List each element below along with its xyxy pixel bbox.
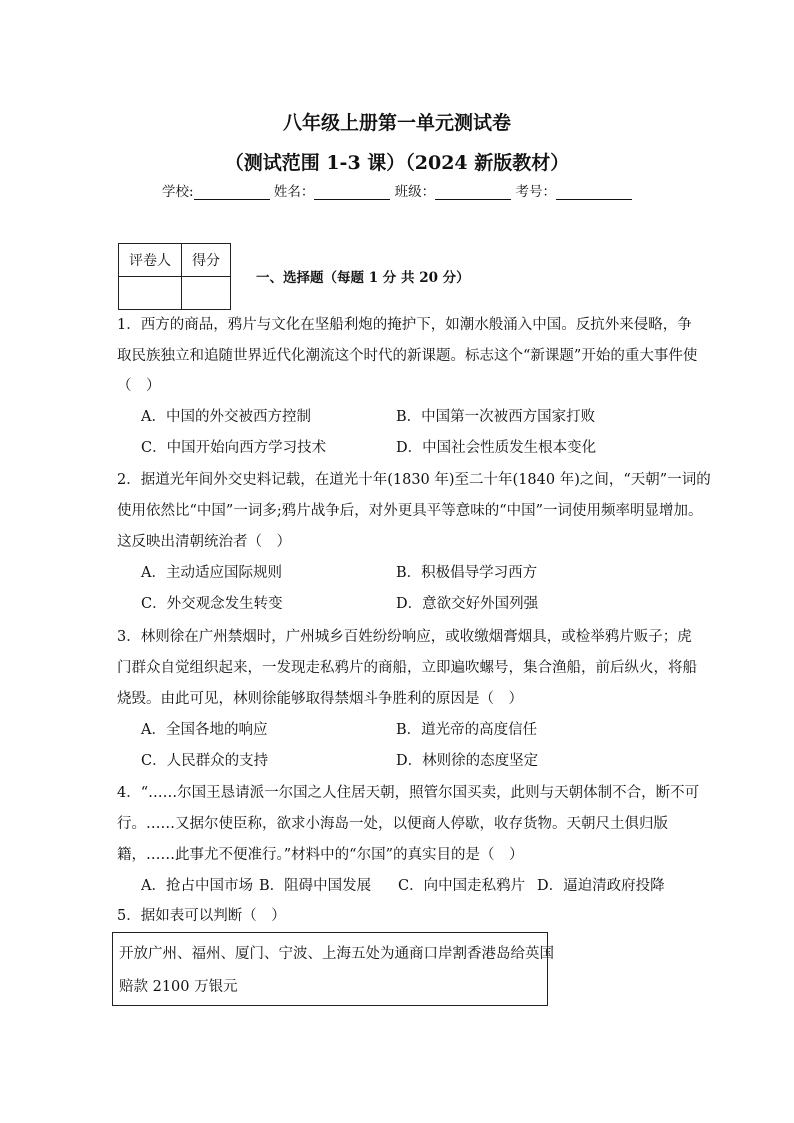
school-blank[interactable] [194, 185, 270, 200]
score-header: 得分 [182, 244, 231, 277]
page-title: 八年级上册第一单元测试卷 [282, 112, 511, 134]
question-2-line-3: 这反映出清朝统治者（ ） [117, 534, 291, 550]
question-4-line-1: 4．“……尔国王恳请派一尔国之人住居天朝，照管尔国买卖，此则与天朝体制不合，断不可 [117, 785, 700, 801]
exam-number-blank[interactable] [556, 185, 632, 200]
question-5-table [112, 932, 554, 1006]
question-3-line-1: 3．林则徐在广州禁烟时，广州城乡百姓纷纷响应，或收缴烟膏烟具，或检举鸦片贩子；虎 [117, 629, 692, 645]
exam-number-label: 考号： [515, 184, 556, 200]
question-3-line-2: 门群众自觉组织起来，一发现走私鸦片的商船，立即遍吹螺号，集合渔船，前后纵火，将船 [117, 660, 697, 676]
question-5-table-line-2: 赔款 2100 万银元 [119, 979, 238, 995]
name-blank[interactable] [314, 185, 390, 200]
grader-cell[interactable] [119, 277, 182, 310]
question-1-line-3: （ ） [117, 378, 161, 394]
question-1-option-d[interactable]: D．中国社会性质发生根本变化 [396, 440, 597, 456]
score-table [118, 243, 231, 310]
page-subtitle: （测试范围 1-3 课）（2024 新版教材） [224, 152, 570, 174]
section-title: 一、选择题（每题 1 分 共 20 分） [256, 270, 470, 286]
question-5-table-line-1: 开放广州、福州、厦门、宁波、上海五处为通商口岸割香港岛给英国 [119, 946, 554, 962]
question-3-line-3: 烧毁。由此可见，林则徐能够取得禁烟斗争胜利的原因是（ ） [117, 691, 523, 707]
question-1-option-c[interactable]: C．中国开始向西方学习技术 [141, 440, 327, 456]
question-3-option-d[interactable]: D．林则徐的态度坚定 [396, 753, 539, 769]
question-4-option-a[interactable]: A．抢占中国市场 [141, 878, 253, 894]
question-5-line-1: 5．据如表可以判断（ ） [117, 908, 286, 924]
score-cell[interactable] [182, 277, 231, 310]
question-4-option-c[interactable]: C．向中国走私鸦片 [398, 878, 526, 894]
question-3-option-a[interactable]: A．全国各地的响应 [141, 722, 268, 738]
question-2-option-b[interactable]: B．积极倡导学习西方 [396, 565, 538, 581]
class-label: 班级： [394, 184, 436, 200]
grader-header: 评卷人 [119, 244, 182, 277]
question-2-option-c[interactable]: C．外交观念发生转变 [141, 596, 283, 612]
class-blank[interactable] [435, 185, 511, 200]
question-1-line-1: 1．西方的商品，鸦片与文化在坚船利炮的掩护下，如潮水般涌入中国。反抗外来侵略，争 [117, 317, 692, 333]
question-3-option-c[interactable]: C．人民群众的支持 [141, 753, 269, 769]
school-label: 学校: [162, 184, 194, 200]
question-1-option-a[interactable]: A．中国的外交被西方控制 [141, 409, 311, 425]
question-4-option-b[interactable]: B．阻碍中国发展 [259, 878, 372, 894]
question-2-option-a[interactable]: A．主动适应国际规则 [141, 565, 282, 581]
student-info-line [0, 180, 794, 200]
question-2-option-d[interactable]: D．意欲交好外国列强 [396, 596, 539, 612]
question-1-line-2: 取民族独立和追随世界近代化潮流这个时代的新课题。标志这个“新课题”开始的重大事件使 [117, 348, 698, 364]
question-1-option-b[interactable]: B．中国第一次被西方国家打败 [396, 409, 596, 425]
question-4-line-2: 行。……又据尔使臣称，欲求小海岛一处，以便商人停歇，收存货物。天朝尺土俱归版 [117, 816, 668, 832]
question-4-line-3: 籍，……此事尤不便准行。”材料中的“尔国”的真实目的是（ ） [117, 847, 524, 863]
question-2-line-1: 2．据道光年间外交史料记载，在道光十年(1830 年)至二十年(1840 年)之间，“天朝”一词的 [117, 472, 711, 488]
question-3-option-b[interactable]: B．道光帝的高度信任 [396, 722, 538, 738]
name-label: 姓名： [273, 184, 315, 200]
question-2-line-2: 使用依然比“中国”一词多;鸦片战争后，对外更具平等意味的“中国”一词使用频率明显增加。 [117, 503, 703, 519]
question-4-option-d[interactable]: D．逼迫清政府投降 [537, 878, 665, 894]
